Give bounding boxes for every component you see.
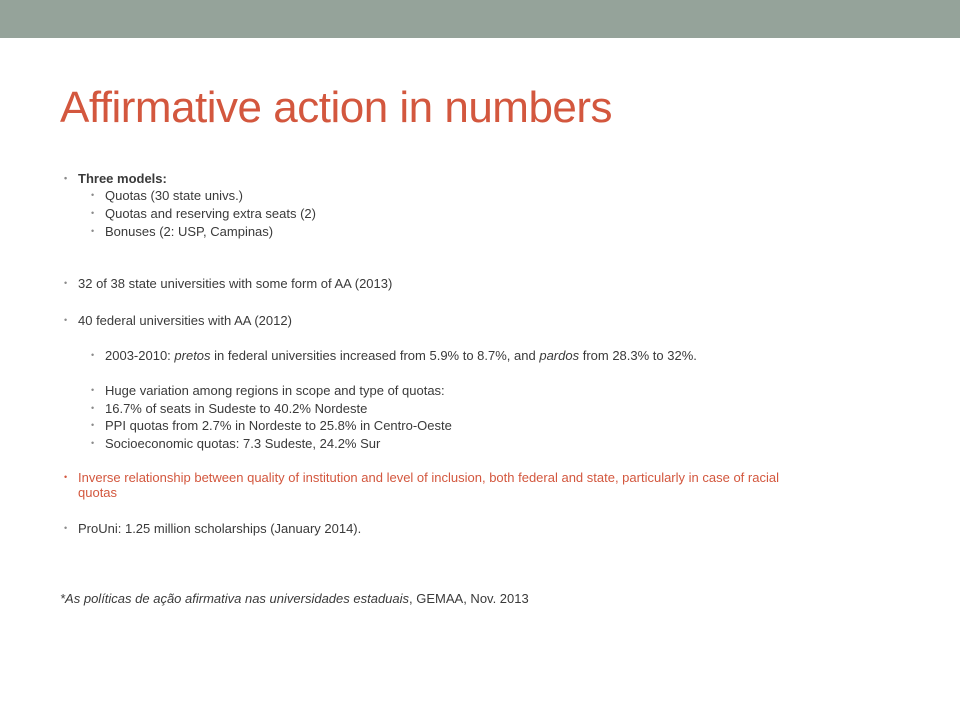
sub-bullet-regional-variation	[91, 383, 445, 398]
top-header-bar	[0, 0, 960, 38]
bullet-inverse-relationship-cont	[78, 485, 117, 500]
sub-bullet-pretos-pardos	[91, 348, 697, 363]
bullet-text: Three models:	[78, 171, 167, 186]
bullet-state-universities	[64, 276, 393, 291]
bullet-dot-icon: •	[91, 190, 95, 200]
bullet-dot-icon: •	[91, 403, 95, 413]
bullet-text: Socioeconomic quotas: 7.3 Sudeste, 24.2% Sur	[105, 436, 381, 451]
bullet-dot-icon: •	[64, 523, 68, 533]
term-pardos: pardos	[539, 348, 580, 363]
bullet-dot-icon: •	[91, 420, 95, 430]
bullet-text-prefix: 2003-2010:	[105, 348, 175, 363]
bullet-text: 16.7% of seats in Sudeste to 40.2% Nordeste	[105, 401, 368, 416]
bullet-dot-icon: •	[64, 278, 68, 288]
footnote-title: *As políticas de ação afirmativa nas universidades estaduais	[60, 591, 410, 606]
bullet-prouni	[64, 521, 362, 536]
sub-bullet-quotas	[91, 188, 244, 203]
bullet-text: 32 of 38 state universities with some form of AA (2013)	[78, 276, 393, 291]
sub-bullet-ppi-quotas	[91, 418, 452, 433]
sub-bullet-socioeconomic	[91, 436, 381, 451]
bullet-text: ProUni: 1.25 million scholarships (January 2014).	[78, 521, 362, 536]
bullet-text: 40 federal universities with AA (2012)	[78, 313, 292, 328]
sub-bullet-extra-seats	[91, 206, 316, 221]
bullet-dot-icon: •	[64, 472, 68, 482]
bullet-text-suffix: from 28.3% to 32%.	[579, 348, 697, 363]
bullet-text: Quotas (30 state univs.)	[105, 188, 244, 203]
bullet-dot-icon: •	[91, 438, 95, 448]
bullet-dot-icon: •	[91, 385, 95, 395]
bullet-dot-icon: •	[91, 208, 95, 218]
bullet-three-models	[64, 171, 167, 186]
bullet-dot-icon: •	[91, 350, 95, 360]
bullet-text: Bonuses (2: USP, Campinas)	[105, 224, 274, 239]
sub-bullet-bonuses	[91, 224, 274, 239]
bullet-text: Huge variation among regions in scope and type of quotas:	[105, 383, 445, 398]
bullet-text-middle: in federal universities increased from 5.9% to 8.7%, and	[210, 348, 540, 363]
bullet-text: Quotas and reserving extra seats (2)	[105, 206, 316, 221]
footnote-rest: , GEMAA, Nov. 2013	[409, 591, 529, 606]
bullet-dot-icon: •	[64, 173, 68, 183]
bullet-inverse-relationship	[64, 470, 779, 485]
footnote-source	[60, 591, 529, 606]
bullet-text: PPI quotas from 2.7% in Nordeste to 25.8% in Centro-Oeste	[105, 418, 452, 433]
bullet-text-line1: Inverse relationship between quality of institution and level of inclusion, both federal and state, particularly in case of racial	[78, 470, 779, 485]
sub-bullet-sudeste-nordeste	[91, 401, 368, 416]
bullet-dot-icon: •	[91, 226, 95, 236]
bullet-text-line2: quotas	[78, 485, 118, 500]
term-pretos: pretos	[174, 348, 211, 363]
slide-title: Affirmative action in numbers	[60, 83, 613, 132]
bullet-dot-icon: •	[64, 315, 68, 325]
bullet-federal-universities	[64, 313, 292, 328]
